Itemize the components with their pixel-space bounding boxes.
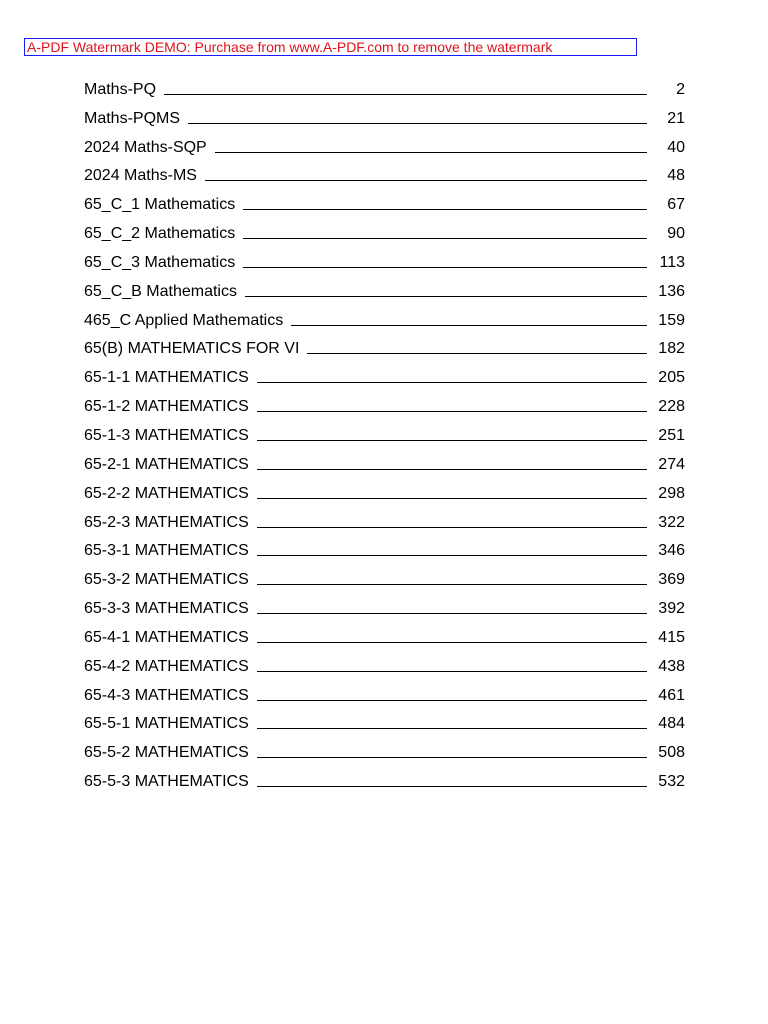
toc-entry-title: 65-4-3 MATHEMATICS — [84, 686, 249, 704]
toc-entry-page-number: 48 — [667, 167, 685, 185]
toc-leader-line — [257, 671, 647, 672]
toc-entry-page-number: 40 — [667, 138, 685, 156]
toc-leader-line — [257, 555, 647, 556]
toc-entry-page-number: 251 — [658, 426, 685, 444]
toc-entry-title: 65_C_2 Mathematics — [84, 225, 236, 243]
toc-entry-title: 65-4-2 MATHEMATICS — [84, 657, 249, 675]
toc-entry[interactable] — [84, 157, 685, 186]
toc-entry[interactable] — [84, 705, 685, 734]
toc-leader-line — [257, 411, 647, 412]
toc-entry-page-number: 392 — [658, 600, 685, 618]
toc-entry-title: 65-1-3 MATHEMATICS — [84, 426, 249, 444]
toc-leader-line — [257, 700, 647, 701]
toc-entry-page-number: 67 — [667, 196, 685, 214]
toc-entry-title: Maths-PQMS — [84, 109, 181, 127]
toc-entry-page-number: 2 — [676, 80, 685, 98]
toc-entry[interactable] — [84, 618, 685, 647]
toc-entry-title: 65-3-3 MATHEMATICS — [84, 600, 249, 618]
toc-entry-page-number: 369 — [658, 571, 685, 589]
toc-entry-title: 65(B) MATHEMATICS FOR VI — [84, 340, 300, 358]
toc-leader-line — [291, 325, 647, 326]
toc-entry-title: 65-3-2 MATHEMATICS — [84, 571, 249, 589]
toc-entry[interactable] — [84, 589, 685, 618]
toc-leader-line — [215, 152, 647, 153]
toc-entry-title: 65-2-3 MATHEMATICS — [84, 513, 249, 531]
toc-entry[interactable] — [84, 185, 685, 214]
toc-entry[interactable] — [84, 532, 685, 561]
toc-leader-line — [257, 469, 647, 470]
toc-entry[interactable] — [84, 301, 685, 330]
toc-leader-line — [257, 613, 647, 614]
toc-entry-title: 465_C Applied Mathematics — [84, 311, 284, 329]
toc-entry[interactable] — [84, 474, 685, 503]
toc-entry-title: 2024 Maths-MS — [84, 167, 197, 185]
toc-entry-title: 65-5-3 MATHEMATICS — [84, 773, 249, 791]
toc-entry[interactable] — [84, 676, 685, 705]
toc-entry[interactable] — [84, 214, 685, 243]
toc-entry-page-number: 532 — [658, 773, 685, 791]
toc-entry-page-number: 182 — [658, 340, 685, 358]
toc-entry-page-number: 484 — [658, 715, 685, 733]
toc-entry-title: 65-3-1 MATHEMATICS — [84, 542, 249, 560]
toc-entry[interactable] — [84, 272, 685, 301]
toc-entry-page-number: 438 — [658, 657, 685, 675]
toc-entry-title: 65_C_1 Mathematics — [84, 196, 236, 214]
toc-leader-line — [243, 267, 647, 268]
toc-entry-page-number: 346 — [658, 542, 685, 560]
toc-entry[interactable] — [84, 560, 685, 589]
toc-entry-page-number: 228 — [658, 398, 685, 416]
toc-leader-line — [257, 527, 647, 528]
toc-leader-line — [257, 642, 647, 643]
toc-entry-page-number: 159 — [658, 311, 685, 329]
toc-entry[interactable] — [84, 387, 685, 416]
toc-entry[interactable] — [84, 128, 685, 157]
toc-entry-title: 65_C_3 Mathematics — [84, 253, 236, 271]
watermark-banner-link[interactable] — [24, 38, 637, 56]
toc-entry-page-number: 274 — [658, 455, 685, 473]
toc-leader-line — [205, 180, 647, 181]
toc-entry-title: 65-1-1 MATHEMATICS — [84, 369, 249, 387]
toc-entry-page-number: 322 — [658, 513, 685, 531]
toc-entry-page-number: 113 — [659, 253, 685, 271]
toc-entry[interactable] — [84, 733, 685, 762]
toc-entry-title: 65-1-2 MATHEMATICS — [84, 398, 249, 416]
toc-leader-line — [188, 123, 647, 124]
toc-entry-page-number: 415 — [658, 628, 685, 646]
toc-entry-page-number: 21 — [667, 109, 685, 127]
toc-leader-line — [245, 296, 647, 297]
table-of-contents — [84, 70, 685, 791]
toc-entry-title: 65_C_B Mathematics — [84, 282, 237, 300]
toc-leader-line — [257, 757, 647, 758]
toc-entry[interactable] — [84, 647, 685, 676]
toc-entry-page-number: 298 — [658, 484, 685, 502]
toc-entry-page-number: 205 — [658, 369, 685, 387]
toc-entry[interactable] — [84, 330, 685, 359]
watermark-text: A-PDF Watermark DEMO: Purchase from www.A-PDF.com to remove the watermark — [27, 39, 553, 55]
toc-entry-title: 65-5-1 MATHEMATICS — [84, 715, 249, 733]
toc-leader-line — [307, 353, 647, 354]
toc-leader-line — [257, 498, 647, 499]
toc-entry[interactable] — [84, 243, 685, 272]
toc-leader-line — [164, 94, 647, 95]
toc-entry-title: 65-2-1 MATHEMATICS — [84, 455, 249, 473]
toc-entry[interactable] — [84, 358, 685, 387]
toc-leader-line — [257, 728, 647, 729]
toc-entry-title: 2024 Maths-SQP — [84, 138, 207, 156]
toc-entry[interactable] — [84, 503, 685, 532]
toc-entry[interactable] — [84, 445, 685, 474]
toc-entry[interactable] — [84, 416, 685, 445]
toc-entry-page-number: 508 — [658, 744, 685, 762]
toc-entry-page-number: 136 — [658, 282, 685, 300]
toc-entry[interactable] — [84, 762, 685, 791]
toc-entry-page-number: 90 — [667, 225, 685, 243]
toc-entry[interactable] — [84, 70, 685, 99]
toc-entry-page-number: 461 — [658, 686, 685, 704]
toc-entry-title: 65-2-2 MATHEMATICS — [84, 484, 249, 502]
toc-leader-line — [257, 382, 647, 383]
toc-leader-line — [257, 440, 647, 441]
toc-leader-line — [243, 209, 647, 210]
toc-entry-title: 65-4-1 MATHEMATICS — [84, 628, 249, 646]
toc-entry-title: 65-5-2 MATHEMATICS — [84, 744, 249, 762]
toc-leader-line — [257, 786, 647, 787]
toc-entry-title: Maths-PQ — [84, 80, 157, 98]
toc-entry[interactable] — [84, 99, 685, 128]
toc-leader-line — [257, 584, 647, 585]
toc-leader-line — [243, 238, 647, 239]
